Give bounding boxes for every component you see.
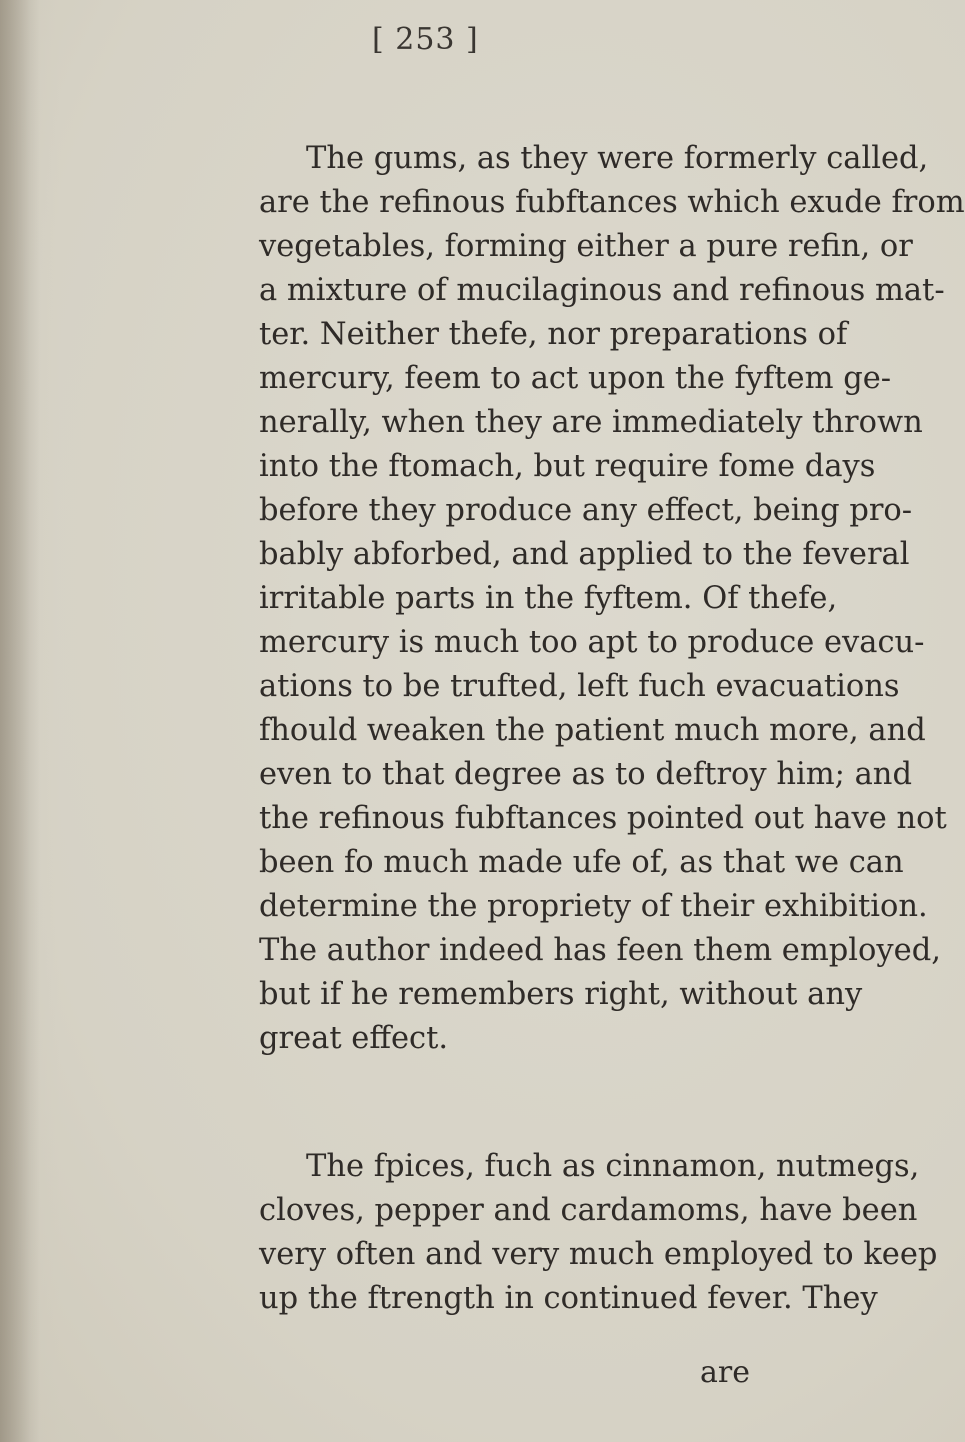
text-line: The author indeed has feen them employed, (259, 933, 941, 968)
text-line: the refinous fubftances pointed out have not (259, 801, 947, 836)
text-line: but if he remembers right, without any (259, 977, 863, 1012)
text-line: nerally, when they are immediately thrown (259, 405, 923, 440)
text-line: ter. Neither thefe, nor preparations of (259, 317, 848, 352)
text-line: The gums, as they were formerly called, (306, 141, 929, 176)
text-line: a mixture of mucilaginous and refinous mat- (259, 273, 945, 308)
page-number: [ 253 ] (372, 22, 479, 57)
text-line: irritable parts in the fyftem. Of thefe, (259, 581, 838, 616)
text-line: determine the propriety of their exhibition. (259, 889, 928, 924)
text-line: The fpices, fuch as cinnamon, nutmegs, (306, 1149, 920, 1184)
text-line: up the ftrength in continued fever. They (259, 1281, 878, 1316)
text-line: been fo much made ufe of, as that we can (259, 845, 904, 880)
page-edge-shadow (0, 0, 40, 1442)
text-line: vegetables, forming either a pure refin, or (259, 229, 913, 264)
text-line: ations to be trufted, left fuch evacuations (259, 669, 900, 704)
text-line: are the refinous fubftances which exude from (259, 185, 965, 220)
text-line: bably abforbed, and applied to the feveral (259, 537, 910, 572)
text-line: mercury is much too apt to produce evacu- (259, 625, 925, 660)
text-line: mercury, feem to act upon the fyftem ge- (259, 361, 892, 396)
text-line: even to that degree as to deftroy him; and (259, 757, 912, 792)
text-line: fhould weaken the patient much more, and (259, 713, 926, 748)
text-line: cloves, pepper and cardamoms, have been (259, 1193, 918, 1228)
catchword: are (700, 1355, 750, 1390)
text-line: very often and very much employed to keep (259, 1237, 938, 1272)
text-line: into the ftomach, but require fome days (259, 449, 876, 484)
text-line: before they produce any effect, being pro- (259, 493, 913, 528)
text-line: great effect. (259, 1021, 449, 1056)
